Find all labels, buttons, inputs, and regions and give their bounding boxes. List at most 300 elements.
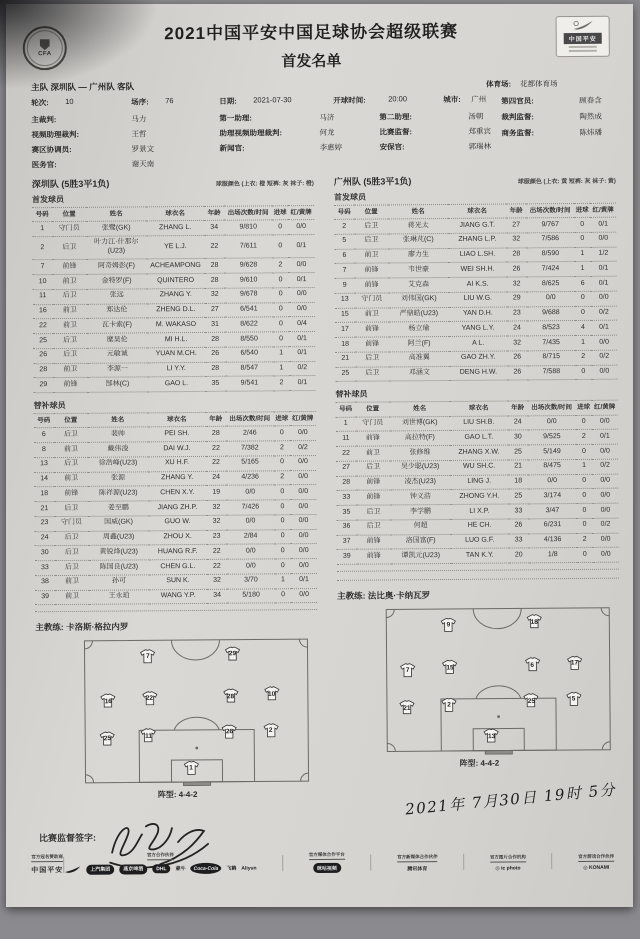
cell-goals: 0 [272, 220, 288, 235]
cell-number: 14 [34, 472, 54, 487]
cell-shirt-name: HUANG R.F. [149, 545, 207, 560]
cell-name: 刘伟国(GK) [389, 292, 449, 307]
cell-position: 后卫 [355, 367, 389, 382]
cell-apps-time: 5/165 [226, 456, 274, 471]
starters-table [334, 203, 617, 383]
cell-cards: 0/0 [290, 514, 316, 529]
cell-goals: 0 [273, 288, 289, 303]
cell-cards: 0/2 [591, 350, 617, 365]
column-header: 红/黄牌 [592, 401, 618, 415]
cell-age: 22 [207, 559, 227, 574]
sponsor-logo: 飞鹤 [226, 865, 237, 872]
date-label: 日期: [219, 96, 237, 106]
footer-divider [551, 853, 552, 869]
var-label: 视频助理裁判: [31, 129, 80, 140]
cell-cards: 0/0 [291, 588, 317, 603]
column-header: 出场次数/时间 [528, 401, 576, 416]
column-header: 年龄 [204, 206, 224, 220]
divider-dotted [337, 563, 619, 572]
cell-shirt-name: LI X.P. [450, 504, 508, 519]
cell-apps-time: 0/0 [226, 485, 274, 500]
column-header: 年龄 [506, 204, 526, 218]
starters-label: 首发球员 [333, 192, 367, 202]
sponsor-logo: 咪咕视频 [313, 863, 341, 873]
kickoff-label: 开球时间: [333, 95, 366, 105]
sponsor-group-label: 官方合作伙伴 [147, 852, 174, 860]
cell-age: 34 [207, 589, 227, 604]
player-shirt-icon [222, 688, 239, 703]
cell-name: 瓦卡索(F) [87, 318, 147, 333]
column-header: 号码 [334, 205, 354, 219]
cell-goals: 0 [273, 317, 289, 332]
column-header: 号码 [32, 208, 52, 222]
cell-apps-time: 7/424 [526, 262, 574, 277]
cell-name: 吴少聪(U23) [390, 460, 450, 475]
sponsor-logo: Coca-Cola [191, 863, 222, 874]
player-number: 1 [189, 764, 193, 772]
column-header: 进球 [574, 203, 590, 217]
cell-shirt-name: LI Y.Y. [147, 362, 205, 377]
cell-name: 张琳芃(C) [388, 233, 448, 248]
cell-age: 33 [508, 504, 528, 519]
sponsor-logo: 上汽集团 [86, 864, 114, 874]
footer-divider [463, 854, 464, 870]
cell-age: 33 [509, 533, 529, 548]
cell-goals: 2 [274, 441, 290, 456]
cell-goals: 1 [273, 361, 289, 376]
cell-cards: 0/0 [591, 365, 617, 380]
cell-age: 27 [506, 218, 526, 233]
cell-age: 32 [507, 277, 527, 292]
page-title: 2021中国平安中国足球协会超级联赛 [164, 21, 459, 44]
cell-cards: 0/0 [593, 533, 619, 548]
subs-table [336, 400, 619, 565]
cell-age: 27 [205, 303, 225, 318]
cell-cards: 0/2 [290, 441, 316, 456]
cell-position: 后卫 [53, 333, 87, 348]
cell-position: 后卫 [54, 457, 88, 472]
cell-cards: 0/1 [289, 346, 315, 361]
cell-name: 张修维 [390, 445, 450, 460]
cell-shirt-name: ZHANG L.P. [448, 233, 506, 248]
cell-name: 钟义浩 [390, 490, 450, 505]
cell-position: 前锋 [355, 322, 389, 337]
cell-age: 32 [206, 500, 226, 515]
cell-name: 元敏诚 [87, 348, 147, 363]
cell-number: 16 [33, 304, 53, 319]
cell-apps-time: 7/611 [224, 235, 272, 259]
cell-position: 前锋 [54, 487, 88, 502]
player-row [337, 547, 619, 564]
divider-dotted [337, 572, 619, 581]
cell-shirt-name: LUO G.F. [451, 534, 509, 549]
cell-position: 守门员 [355, 293, 389, 308]
cell-age: 22 [206, 456, 226, 471]
column-header: 球衣名 [148, 413, 206, 428]
cell-number: 35 [336, 505, 356, 520]
cell-age: 24 [507, 321, 527, 336]
date-value: 2021-07-30 [253, 95, 292, 105]
cell-apps-time: 2/84 [227, 529, 275, 544]
cell-goals: 0 [274, 455, 290, 470]
cell-shirt-name: XU H.F. [148, 456, 206, 471]
cell-number: 25 [33, 334, 53, 349]
player-number: 7 [405, 666, 410, 674]
column-header: 出场次数/时间 [526, 203, 574, 218]
order-value: 76 [165, 96, 174, 106]
cell-age: 22 [204, 235, 224, 259]
column-header: 进球 [576, 401, 592, 415]
player-number: 25 [103, 735, 112, 743]
cell-cards: 0/1 [291, 573, 317, 588]
avar-value: 何龙 [319, 127, 335, 137]
cell-apps-time: 5/149 [528, 444, 576, 459]
cell-position: 后卫 [355, 352, 389, 367]
avar-label: 助理视频助理裁判: [219, 128, 282, 138]
cell-shirt-name: MI H.L. [147, 333, 205, 348]
cell-goals: 0 [274, 426, 290, 441]
cell-goals: 1 [574, 262, 590, 277]
csl-pingan-badge [556, 16, 610, 57]
cell-shirt-name: LING J. [450, 475, 508, 490]
cell-name: 高拉特(F) [390, 431, 450, 446]
cell-cards: 0/0 [590, 232, 616, 247]
cell-position: 前卫 [53, 319, 87, 334]
sponsor-group [309, 852, 345, 873]
medical-officer-value: 谢天南 [131, 159, 155, 169]
cell-age: 28 [204, 259, 224, 274]
column-header: 球衣名 [146, 206, 204, 221]
cell-position: 前卫 [53, 304, 87, 319]
sponsor-logo-row [407, 865, 427, 872]
cell-goals: 0 [577, 548, 593, 563]
cell-number: 37 [337, 535, 357, 550]
cell-shirt-name: CHEN G.L. [149, 559, 207, 574]
sponsor-logo: ◎ ic photo [495, 865, 520, 871]
cell-number: 29 [33, 378, 53, 393]
player-number: 2 [447, 701, 451, 709]
cell-age: 26 [506, 262, 526, 277]
cell-cards: 0/0 [288, 258, 314, 273]
cell-number: 30 [35, 546, 55, 561]
stadium-label: 体育场: [486, 79, 512, 89]
cell-number: 21 [335, 352, 355, 367]
player-number: 13 [487, 732, 496, 740]
column-header: 进球 [272, 206, 288, 220]
sponsor-group [490, 854, 526, 871]
cell-number: 22 [33, 319, 53, 334]
player-shirt-icon [523, 693, 540, 708]
cell-apps-time: 8/715 [527, 350, 575, 365]
cell-number: 28 [336, 476, 356, 491]
referee-value: 马力 [131, 114, 147, 124]
cell-apps-time: 9/525 [528, 430, 576, 445]
cell-position: 前锋 [357, 549, 391, 564]
cell-goals: 2 [577, 533, 593, 548]
cell-apps-time: 3/47 [528, 503, 576, 518]
player-number: 2 [268, 727, 273, 735]
cell-age: 25 [508, 445, 528, 460]
cell-apps-time: 8/475 [528, 459, 576, 474]
cell-apps-time: 5/180 [227, 588, 275, 603]
player-shirt-icon [398, 700, 415, 715]
cell-goals: 0 [577, 518, 593, 533]
cell-apps-time: 3/70 [227, 574, 275, 589]
sponsor-footer [31, 849, 614, 876]
cell-shirt-name: WEI SH.H. [448, 262, 506, 277]
coach-label: 主教练: [35, 622, 67, 633]
coach-name: 法比奥·卡纳瓦罗 [367, 590, 431, 601]
cell-apps-time: 8/547 [225, 361, 273, 376]
cfa-shield-icon [40, 39, 50, 50]
cell-age: 28 [506, 247, 526, 262]
cell-apps-time: 9/678 [225, 288, 273, 303]
player-shirt-icon [483, 728, 500, 743]
cell-shirt-name: DENG H.W. [449, 366, 507, 381]
sponsor-group-label: 官方媒体合作平台 [309, 852, 345, 860]
cell-goals: 0 [576, 489, 592, 504]
cell-apps-time: 2/46 [226, 426, 274, 441]
sponsor-logo: ◎ KONAMI [583, 865, 609, 871]
player-number: 26 [225, 728, 234, 736]
cell-cards: 0/1 [591, 276, 617, 291]
cell-goals: 2 [576, 430, 592, 445]
cell-cards: 0/1 [590, 262, 616, 277]
cell-name: 阿奇姆彭(F) [86, 259, 146, 274]
cell-age: 25 [508, 489, 528, 504]
cell-shirt-name: YAN D.H. [449, 307, 507, 322]
cell-age: 28 [205, 362, 225, 377]
cell-shirt-name: SUN K. [149, 574, 207, 589]
sponsor-logo: 腾讯体育 [407, 866, 428, 873]
formation-caption: 阵型: 4-4-2 [157, 790, 198, 800]
player-row [33, 376, 315, 393]
title-sponsor-logo: 中国平安 [31, 867, 64, 875]
cell-goals: 0 [576, 444, 592, 459]
formation-pitch [78, 635, 314, 787]
referee-supervisor-value: 陶然成 [579, 111, 602, 121]
cell-name: 金特罗(F) [87, 274, 147, 289]
cell-name: 张远 [87, 289, 147, 304]
var-value: 王哲 [131, 129, 147, 139]
cell-name: 谭凯元(U23) [391, 549, 451, 564]
column-header: 出场次数/时间 [224, 206, 272, 221]
round-label: 轮次: [31, 98, 49, 108]
cell-cards: 0/2 [289, 361, 315, 376]
cell-number: 22 [336, 446, 356, 461]
cell-apps-time: 4/236 [226, 470, 274, 485]
cell-position: 后卫 [53, 348, 87, 363]
player-shirt-icon [565, 691, 582, 706]
cell-goals: 0 [273, 302, 289, 317]
cell-number: 39 [337, 549, 357, 564]
cell-goals: 0 [575, 365, 591, 380]
csl-mark-icon [572, 20, 594, 31]
cell-name: 凌杰(U23) [390, 475, 450, 490]
fourth-official-label: 第四官员: [501, 96, 534, 106]
cell-position: 后卫 [53, 289, 87, 304]
cell-shirt-name: LIU SH.B. [450, 416, 508, 431]
cell-cards: 0/0 [291, 559, 317, 574]
cell-position: 前卫 [54, 442, 88, 457]
cell-position: 前卫 [54, 472, 88, 487]
cell-goals: 0 [575, 291, 591, 306]
cell-goals: 0 [275, 588, 291, 603]
column-header: 年龄 [508, 401, 528, 415]
cell-number: 6 [34, 428, 54, 443]
cell-shirt-name: ZHANG L. [146, 221, 204, 236]
cfa-emblem-icon [23, 26, 67, 70]
cell-number: 26 [33, 348, 53, 363]
referee-label: 主裁判: [31, 115, 57, 125]
sponsor-logo: 燕京啤酒 [119, 864, 147, 874]
cell-shirt-name: GAO L. [147, 377, 205, 392]
player-number: 17 [570, 659, 579, 667]
cell-position: 前锋 [354, 263, 388, 278]
cell-position: 前锋 [53, 378, 87, 393]
cell-age: 32 [207, 574, 227, 589]
cell-apps-time: 6/231 [529, 518, 577, 533]
cell-age: 21 [508, 460, 528, 475]
cell-apps-time: 4/136 [529, 533, 577, 548]
cell-shirt-name: ACHEAMPONG [146, 259, 204, 274]
player-number: 10 [267, 690, 276, 698]
order-label: 场序: [131, 97, 149, 107]
cell-goals: 0 [576, 474, 592, 489]
cell-age: 26 [507, 365, 527, 380]
cell-age: 28 [206, 426, 226, 441]
player-shirt-icon [524, 657, 541, 672]
cell-cards: 0/0 [290, 426, 316, 441]
cell-name: 郜林(C) [87, 377, 147, 392]
stadium-value: 花都体育场 [520, 79, 558, 89]
cell-shirt-name: GAO L.T. [450, 430, 508, 445]
cell-number: 36 [337, 520, 357, 535]
cell-name: 邓涵文 [389, 366, 449, 381]
cell-cards: 0/1 [288, 234, 314, 258]
match-info-block [31, 77, 603, 175]
cell-name: 裴帅 [88, 427, 148, 442]
cell-position: 前卫 [55, 575, 89, 590]
starters-label: 首发球员 [31, 194, 65, 205]
cell-position: 前卫 [356, 446, 390, 461]
sponsor-logo: 蒙牛 [175, 866, 186, 873]
cell-number: 17 [335, 323, 355, 338]
formation-pitch [380, 604, 616, 756]
player-shirt-icon [399, 662, 416, 677]
player-shirt-icon [441, 660, 458, 675]
cell-position: 后卫 [357, 520, 391, 535]
cell-name: 黄锐烽(U23) [89, 545, 149, 560]
cell-goals: 6 [575, 276, 591, 291]
cell-cards: 0/4 [289, 317, 315, 332]
cell-shirt-name: YANG L.Y. [449, 321, 507, 336]
security-officer-label: 安保官: [379, 142, 405, 152]
cell-number: 1 [336, 417, 356, 432]
formation-caption: 阵型: 4-4-2 [459, 758, 500, 768]
cell-age: 24 [508, 415, 528, 430]
cell-age: 19 [206, 485, 226, 500]
sponsor-logo-row [64, 863, 256, 876]
cell-cards: 0/1 [289, 273, 315, 288]
cell-shirt-name: ZHENG D.L. [147, 303, 205, 318]
cell-apps-time: 0/0 [227, 544, 275, 559]
cell-cards: 0/0 [291, 529, 317, 544]
player-shirt-icon [139, 649, 156, 664]
sponsor-logo-row [313, 863, 341, 873]
sheet-content [2, 2, 636, 910]
cell-name: 艾克森 [389, 278, 449, 293]
cell-number: 7 [334, 264, 354, 279]
cell-age: 30 [508, 430, 528, 445]
cell-shirt-name: ZHONG Y.H. [450, 489, 508, 504]
player-row [335, 365, 617, 382]
cell-name: 徐浩峰(U23) [88, 457, 148, 472]
cell-age: 34 [204, 220, 224, 235]
coordinator-value: 罗景文 [131, 144, 155, 154]
footer-divider [370, 855, 371, 871]
cell-number: 11 [336, 431, 356, 446]
match-supervisor-value: 郑重宾 [468, 126, 491, 136]
cell-name: 国威(GK) [88, 516, 148, 531]
assistant2-label: 第二助理: [379, 112, 412, 122]
cell-age: 32 [206, 515, 226, 530]
cell-apps-time: 7/435 [527, 336, 575, 351]
assistant1-label: 第一助理: [219, 113, 252, 123]
cell-number: 25 [335, 367, 355, 382]
cell-goals: 2 [272, 258, 288, 273]
cell-shirt-name: HE CH. [451, 519, 509, 534]
cell-shirt-name: ZHANG Y. [147, 288, 205, 303]
cell-position: 前卫 [354, 249, 388, 264]
player-shirt-icon [440, 617, 457, 632]
cell-age: 23 [507, 306, 527, 321]
cell-number: 6 [334, 249, 354, 264]
column-header: 号码 [336, 403, 356, 417]
cell-shirt-name: LIAO L.SH. [448, 248, 506, 263]
cell-cards: 0/0 [592, 444, 618, 459]
column-header: 位置 [52, 207, 86, 221]
cell-cards: 0/2 [591, 306, 617, 321]
cell-name: 糜昊伦 [87, 333, 147, 348]
column-header: 红/黄牌 [288, 206, 314, 220]
cell-number: 2 [334, 219, 354, 234]
player-shirt-icon [140, 728, 157, 743]
cell-position: 后卫 [55, 560, 89, 575]
cell-shirt-name: WANG Y.P. [149, 589, 207, 604]
cell-age: 22 [207, 544, 227, 559]
cell-cards: 0/1 [590, 217, 616, 232]
cell-cards: 0/0 [592, 488, 618, 503]
footer-divider [282, 855, 283, 871]
cell-number: 11 [33, 289, 53, 304]
cell-name: 韦世豪 [388, 263, 448, 278]
cell-apps-time: 7/588 [527, 365, 575, 380]
cell-apps-time: 7/586 [526, 232, 574, 247]
cell-cards: 0/0 [288, 220, 314, 235]
cell-position: 前锋 [52, 260, 86, 275]
cell-goals: 0 [274, 485, 290, 500]
cell-age: 23 [207, 530, 227, 545]
cell-position: 前卫 [53, 363, 87, 378]
player-number: 21 [403, 704, 411, 712]
cell-cards: 0/1 [592, 429, 618, 444]
team-columns [4, 171, 636, 874]
cell-cards: 0/0 [290, 485, 316, 500]
cell-name: 周鑫(U23) [89, 530, 149, 545]
column-header: 姓名 [86, 207, 146, 222]
title-block [67, 14, 556, 73]
